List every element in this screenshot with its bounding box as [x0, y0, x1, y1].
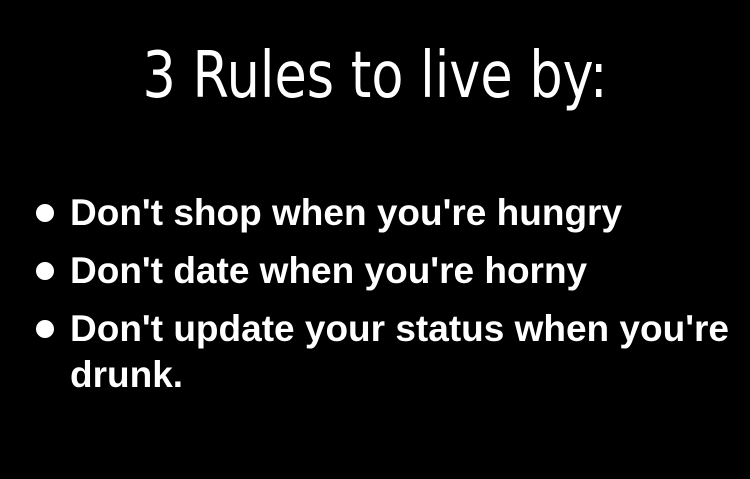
bullet-icon: [36, 320, 54, 338]
rule-text: Don't shop when you're hungry: [70, 192, 623, 233]
rules-list: [30, 190, 730, 398]
rule-item: [30, 190, 730, 236]
rule-text: Don't date when you're horny: [70, 250, 588, 291]
poster-title: 3 Rules to live by:: [142, 39, 608, 113]
bullet-icon: [36, 262, 54, 280]
rule-item: [30, 306, 730, 398]
rule-item: [30, 248, 730, 294]
rule-text: Don't update your status when you're drunk.: [70, 308, 729, 395]
bullet-icon: [36, 204, 54, 222]
